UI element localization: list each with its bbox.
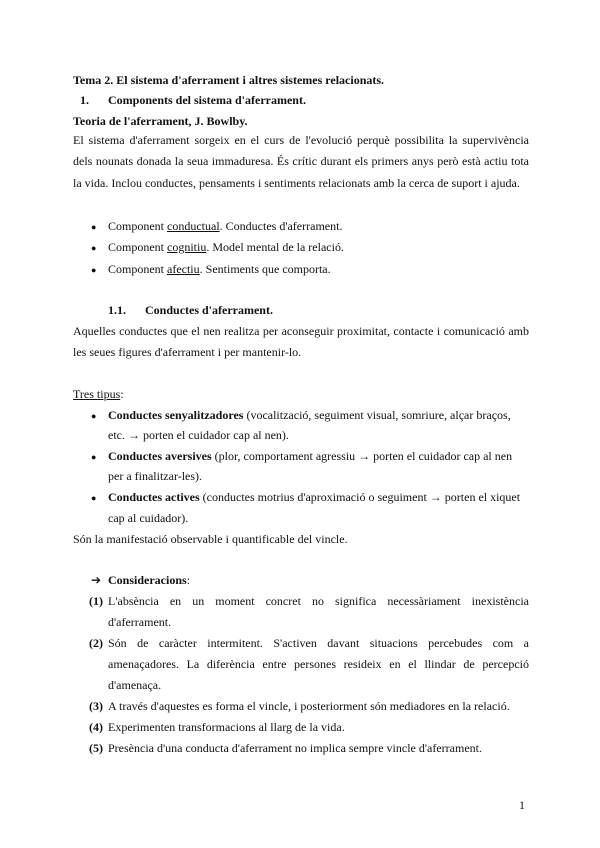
subsection-line: les seues figures d'aferrament i per mantenir-lo. bbox=[73, 345, 302, 359]
bullet-icon: ● bbox=[91, 452, 97, 462]
types-label: Tres tipus: bbox=[73, 387, 124, 401]
bullet-icon: ● bbox=[91, 265, 97, 275]
list-item-continuation: etc. → porten el cuidador cap al nen). bbox=[108, 428, 289, 442]
subsection-line: Aquelles conductes que el nen realitza per aconseguir proximitat, contacte i comunicació amb bbox=[73, 324, 529, 338]
list-item-continuation: per a finalitzar-les). bbox=[108, 469, 203, 483]
consideration-line: Presència d'una conducta d'aferrament no implica sempre vincle d'aferrament. bbox=[108, 741, 482, 755]
intro-line: la vida. Inclou conductes, pensaments i sentiments relacionats amb la cerca de suport i ajuda. bbox=[73, 176, 520, 190]
consideration-line: Experimenten transformacions al llarg de la vida. bbox=[108, 720, 345, 734]
bullet-icon: ● bbox=[91, 222, 97, 232]
bullet-icon: ● bbox=[91, 411, 97, 421]
section-number: 1. bbox=[80, 93, 89, 107]
bullet-icon: ● bbox=[91, 493, 97, 503]
bullet-icon: ● bbox=[91, 243, 97, 253]
item-number: (4) bbox=[89, 720, 103, 734]
list-item: Component conductual. Conductes d'aferrament. bbox=[108, 219, 343, 233]
list-item: Component cognitiu. Model mental de la relació. bbox=[108, 240, 344, 254]
arrow-right-icon: ➔ bbox=[91, 573, 102, 587]
list-item: Conductes aversives (plor, comportament agressiu → porten el cuidador cap al nen bbox=[108, 449, 513, 463]
list-item: Component afectiu. Sentiments que comporta. bbox=[108, 262, 331, 276]
subsection-title: Conductes d'aferrament. bbox=[145, 303, 273, 317]
item-number: (1) bbox=[89, 594, 103, 608]
item-number: (3) bbox=[89, 699, 103, 713]
intro-line: dels nounats donada la seua immaduresa. És crític durant els primers anys però està actiu tota bbox=[73, 154, 529, 168]
types-closing: Són la manifestació observable i quantificable del vincle. bbox=[73, 532, 348, 546]
list-item-continuation: cap al cuidador). bbox=[108, 511, 189, 525]
consideration-line: A través d'aquestes es forma el vincle, i posteriorment són mediadores en la relació. bbox=[108, 699, 510, 713]
document-title: Tema 2. El sistema d'aferrament i altres sistemes relacionats. bbox=[73, 73, 385, 87]
considerations-label: Consideracions: bbox=[108, 573, 191, 587]
item-number: (5) bbox=[89, 741, 103, 755]
theory-heading: Teoria de l'aferrament, J. Bowlby. bbox=[73, 114, 248, 128]
subsection-number: 1.1. bbox=[108, 303, 126, 317]
list-item: Conductes actives (conductes motrius d'aproximació o seguiment → porten el xiquet bbox=[108, 490, 521, 504]
page-number: 1 bbox=[519, 798, 525, 812]
list-item: Conductes senyalitzadores (vocalització, seguiment visual, somriure, alçar braços, bbox=[108, 408, 511, 422]
consideration-line: L'absència en un moment concret no significa necessàriament inexistència bbox=[108, 594, 529, 608]
section-title: Components del sistema d'aferrament. bbox=[108, 93, 306, 107]
consideration-line: Són de caràcter intermitent. S'activen davant situacions percebudes com a bbox=[108, 636, 529, 650]
consideration-line: d'aferrament. bbox=[108, 615, 172, 629]
consideration-line: d'amenaça. bbox=[108, 678, 162, 692]
intro-line: El sistema d'aferrament sorgeix en el curs de l'evolució perquè possibilita la supervivència bbox=[73, 133, 529, 147]
item-number: (2) bbox=[89, 636, 103, 650]
consideration-line: amenaçadores. La diferència entre persones resideix en el llindar de percepció bbox=[108, 657, 529, 671]
